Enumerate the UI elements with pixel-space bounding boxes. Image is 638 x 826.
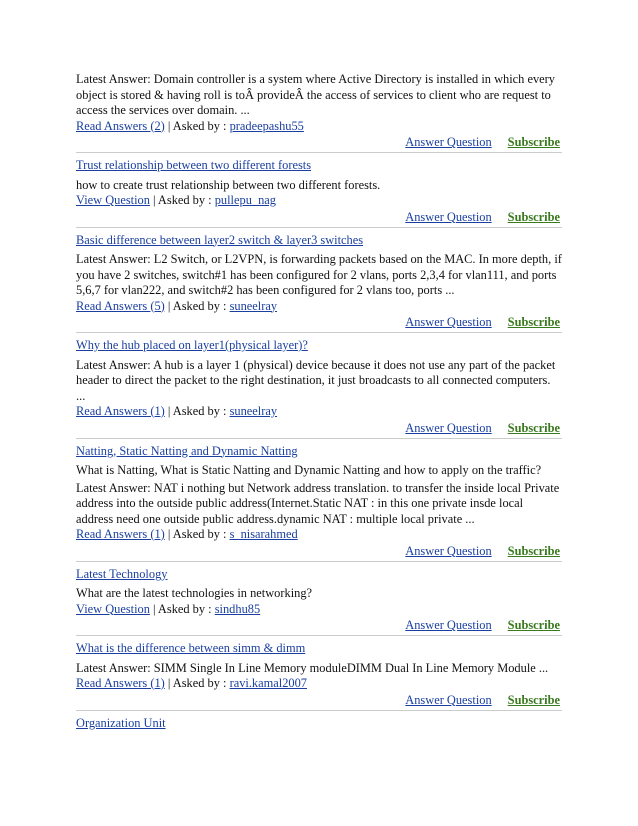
- question-entry: [76, 562, 562, 637]
- question-title: [76, 153, 562, 176]
- latest-answer: Latest Answer: Domain controller is a system where Active Directory is installed in which every object is stored & having roll is toÂ provideÂ the access of services to client who are request to access the services over domain. ...: [76, 72, 555, 117]
- question-entry: [76, 153, 562, 228]
- question-title: [76, 439, 562, 462]
- question-text: What are the latest technologies in networking?: [76, 586, 313, 600]
- latest-answer: Latest Answer: SIMM Single In Line Memory moduleDIMM Dual In Line Memory Module ...: [76, 660, 549, 675]
- asked-by-label: | Asked by :: [164, 118, 230, 133]
- asked-by-label: | Asked by :: [164, 404, 230, 418]
- question-title: [76, 636, 562, 659]
- question-title: [76, 711, 562, 734]
- subscribe-link[interactable]: Subscribe: [507, 420, 560, 435]
- asker-link[interactable]: s_nisarahmed: [229, 527, 298, 541]
- entry-meta: [76, 119, 562, 135]
- asker-link[interactable]: suneelray: [229, 404, 278, 418]
- question-title: [76, 562, 562, 585]
- answer-question-link[interactable]: Answer Question: [405, 618, 492, 632]
- question-list: [76, 72, 562, 733]
- question-entry: [76, 636, 562, 711]
- read-answers-link[interactable]: Read Answers (2): [76, 118, 165, 133]
- entry-actions: [76, 543, 562, 562]
- subscribe-link[interactable]: Subscribe: [507, 543, 560, 558]
- question-entry: [76, 439, 562, 562]
- asker-link[interactable]: suneelray: [229, 298, 278, 313]
- asked-by-label: | Asked by :: [149, 193, 215, 207]
- question-text: What is Natting, What is Static Natting and Dynamic Natting and how to apply on the traffic?: [76, 463, 542, 477]
- question-entry: [76, 228, 562, 334]
- question-entry: [76, 711, 562, 734]
- entry-actions: [76, 209, 562, 228]
- latest-answer: Latest Answer: NAT i nothing but Network address translation. to transfer the inside local Private address into the outside public address(Internet.Static NAT : in this one private insde local address need one outside public address.dynamic NAT : multiple local private ...: [76, 480, 560, 526]
- view-question-link[interactable]: View Question: [76, 601, 150, 616]
- entry-actions: [76, 420, 562, 439]
- subscribe-link[interactable]: Subscribe: [507, 692, 560, 707]
- entry-meta: [76, 404, 562, 420]
- asker-link[interactable]: pullepu_nag: [214, 193, 276, 207]
- asked-by-label: | Asked by :: [164, 676, 230, 690]
- entry-actions: [76, 134, 562, 153]
- question-entry: [76, 333, 562, 439]
- entry-meta: [76, 299, 562, 315]
- answer-question-link[interactable]: Answer Question: [405, 209, 492, 224]
- entry-actions: [76, 617, 562, 636]
- entry-actions: [76, 692, 562, 711]
- asker-link[interactable]: pradeepashu55: [229, 118, 304, 133]
- answer-question-link[interactable]: Answer Question: [405, 543, 492, 558]
- read-answers-link[interactable]: Read Answers (1): [76, 404, 165, 418]
- entry-meta: [76, 193, 562, 209]
- question-title: [76, 333, 562, 356]
- question-title: [76, 228, 562, 251]
- question-title-link[interactable]: Latest Technology: [76, 566, 168, 581]
- subscribe-link[interactable]: Subscribe: [507, 618, 560, 632]
- asker-link[interactable]: ravi.kamal2007: [229, 676, 307, 690]
- answer-question-link[interactable]: Answer Question: [405, 420, 492, 435]
- asked-by-label: | Asked by :: [164, 298, 230, 313]
- question-title-link[interactable]: Why the hub placed on layer1(physical layer)?: [76, 338, 308, 352]
- entry-meta: [76, 602, 562, 618]
- answer-question-link[interactable]: Answer Question: [405, 135, 492, 149]
- asker-link[interactable]: sindhu85: [214, 601, 261, 616]
- entry-meta: [76, 676, 562, 692]
- subscribe-link[interactable]: Subscribe: [507, 209, 560, 224]
- latest-answer: Latest Answer: A hub is a layer 1 (physical) device because it does not use any part of the packet header to direct the packet to the right destination, it just broadcasts to all connected computers. ...: [76, 357, 556, 403]
- entry-actions: [76, 314, 562, 333]
- question-title-link[interactable]: Organization Unit: [76, 715, 166, 730]
- question-title-link[interactable]: Natting, Static Natting and Dynamic Natting: [76, 443, 298, 458]
- question-text: how to create trust relationship between two different forests.: [76, 177, 381, 192]
- answer-question-link[interactable]: Answer Question: [405, 692, 492, 707]
- subscribe-link[interactable]: Subscribe: [507, 135, 560, 149]
- question-title-link[interactable]: What is the difference between simm & dimm: [76, 641, 306, 655]
- read-answers-link[interactable]: Read Answers (5): [76, 298, 165, 313]
- question-entry: [76, 72, 562, 153]
- read-answers-link[interactable]: Read Answers (1): [76, 527, 165, 541]
- latest-answer: Latest Answer: L2 Switch, or L2VPN, is forwarding packets based on the MAC. In more depth, if you have 2 switches, switch#1 has been configured for 2 vlans, ports 2,3,4 for vlan111, and ports 5,6,7 for vlan222, and switch#2 has been configured for 2 vlans too, ports ...: [76, 252, 562, 297]
- entry-meta: [76, 527, 562, 543]
- asked-by-label: | Asked by :: [164, 527, 230, 541]
- question-title-link[interactable]: Trust relationship between two different forests: [76, 158, 312, 172]
- answer-question-link[interactable]: Answer Question: [405, 315, 492, 329]
- asked-by-label: | Asked by :: [149, 601, 215, 616]
- question-title-link[interactable]: Basic difference between layer2 switch & layer3 switches: [76, 232, 364, 247]
- subscribe-link[interactable]: Subscribe: [507, 315, 560, 329]
- view-question-link[interactable]: View Question: [76, 193, 150, 207]
- read-answers-link[interactable]: Read Answers (1): [76, 676, 165, 690]
